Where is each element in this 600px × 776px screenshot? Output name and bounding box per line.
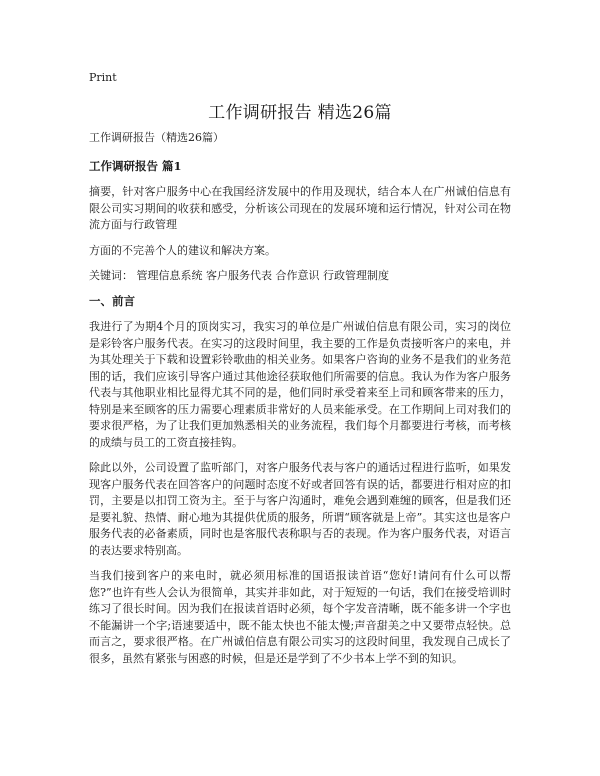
- abstract-continuation: 方面的不完善个人的建议和解决方案。: [89, 243, 276, 257]
- body-paragraph: 除此以外，公司设置了监听部门，对客户服务代表与客户的通话过程进行监听，如果发现客户服务代表在回答客户的问题时态度不好或者回答有误的话，都要进行相对应的扣罚，主要是以扣罚工资为主。至于与客户沟通时，难免会遇到难缠的顾客，但是我们还是要礼貌、热情、耐心地为其提供优质的服务，所谓“顾客就是上帝”。其实这也是客户服务代表的必备素质，同时也是客服代表称职与否的表现。作为客户服务代表，对语言的表达要求特别高。: [89, 461, 511, 557]
- article-heading: 工作调研报告 篇1: [89, 158, 182, 173]
- print-link[interactable]: Print: [89, 71, 117, 84]
- body-paragraph: 当我们接到客户的来电时，就必须用标准的国语报读首语“您好!请问有什么可以帮您?”也许有些人会认为很简单，其实并非如此，对于短短的一句话，我们在接受培训时练习了很长时间。因为我们在报读首语时必须，每个字发音清晰，既不能多讲一个字也不能漏讲一个字;语速要适中，既不能太快也不能太慢;声音甜美之中又要带点轻快。总而言之，要求很严格。在广州诚伯信息有限公司实习的这段时间里，我发现自己成长了很多，虽然有紧张与困惑的时候，但是还是学到了不少书本上学不到的知识。: [89, 569, 511, 665]
- page-title: 工作调研报告 精选26篇: [208, 103, 392, 123]
- document-subtitle: 工作调研报告（精选26篇）: [89, 131, 224, 144]
- document-body: [89, 130, 511, 676]
- section-heading-preface: 一、前言: [89, 293, 135, 308]
- keywords-line: 关键词： 管理信息系统 客户服务代表 合作意识 行政管理制度: [89, 269, 389, 282]
- abstract-paragraph: 摘要，针对客户服务中心在我国经济发展中的作用及现状，结合本人在广州诚伯信息有限公司实习期间的收获和感受，分析该公司现在的发展环境和运行情况，针对公司在物流方面与行政管理: [89, 185, 511, 231]
- body-paragraph: 我进行了为期4个月的顶岗实习，我实习的单位是广州诚伯信息有限公司，实习的岗位是彩铃客户服务代表。在实习的这段时间里，我主要的工作是负责接听客户的来电，并为其处理关于下载和设置彩铃歌曲的相关业务。如果客户咨询的业务不是我们的业务范围的话，我们应该引导客户通过其他途径获取他们所需要的信息。我认为作为客户服务代表与其他职业相比显得尤其不同的是，他们同时承受着来至上司和顾客带来的压力，特别是来至顾客的压力需要心理素质非常好的人员来能承受。在工作期间上司对我们的要求很严格，为了让我们更加熟悉相关的业务流程，我们每个月都要进行考核，而考核的成绩与员工的工资直接挂钩。: [89, 320, 511, 449]
